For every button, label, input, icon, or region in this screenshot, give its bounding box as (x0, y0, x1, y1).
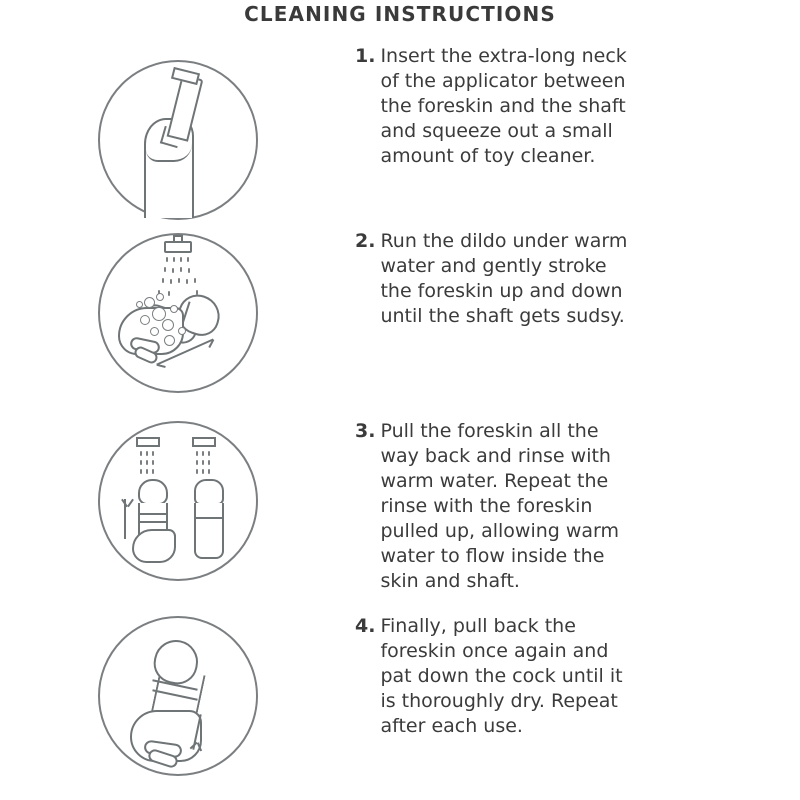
soap-bubble (136, 301, 143, 308)
water-drop (208, 451, 210, 456)
soap-bubble (170, 305, 178, 313)
step-2 (0, 229, 800, 419)
step-2-number: 2. (355, 230, 376, 252)
soap-bubble (140, 315, 150, 325)
water-drop (152, 460, 154, 465)
water-drop (188, 268, 190, 273)
steps-list (0, 44, 800, 794)
step-1 (0, 44, 800, 229)
soap-bubble (152, 307, 166, 321)
shaft-shape (194, 503, 224, 559)
shower-head-icon (136, 437, 160, 447)
step-3-text-block (355, 419, 800, 594)
hand-shape (132, 529, 176, 563)
sudsy-stroke-illustration (98, 233, 258, 393)
step-1-illustration-slot (0, 44, 355, 220)
shower-head-icon (164, 241, 192, 253)
water-drop (202, 460, 204, 465)
step-1-text-block (355, 44, 800, 169)
water-drop (166, 257, 168, 262)
water-drop (140, 460, 142, 465)
applicator-tube (166, 74, 203, 141)
soap-bubble (164, 335, 175, 346)
water-drop (140, 451, 142, 456)
step-3-illustration-slot (0, 419, 355, 581)
water-drop (172, 268, 174, 273)
water-drop (180, 257, 182, 262)
foreskin-band (194, 517, 224, 519)
water-drop (202, 469, 204, 474)
water-drop (187, 257, 189, 262)
water-drop (168, 291, 170, 296)
up-direction-arrow (124, 499, 126, 539)
water-drop (208, 469, 210, 474)
step-4-text: Finally, pull back the foreskin once again and pat down the cock until it is thoroughly dry. Repeat after each use. (380, 615, 623, 737)
step-4-illustration-slot (0, 614, 355, 776)
water-drop (146, 451, 148, 456)
pat-dry-illustration (98, 616, 258, 776)
water-drop (170, 279, 172, 284)
step-2-text-block (355, 229, 800, 329)
water-drop (152, 451, 154, 456)
soap-bubble (178, 327, 186, 335)
water-drop (208, 460, 210, 465)
shower-head-icon (192, 437, 216, 447)
water-drop (196, 469, 198, 474)
applicator-insert-illustration (98, 60, 258, 220)
step-1-number: 1. (355, 45, 376, 67)
water-drop (194, 278, 196, 283)
water-drop (140, 469, 142, 474)
water-drop (202, 451, 204, 456)
water-drop (164, 267, 166, 272)
water-drop (196, 451, 198, 456)
head-shape-covered (194, 479, 224, 505)
step-1-text: Insert the extra-long neck of the applicator between the foreskin and the shaft and squeeze out a small amount of toy cleaner. (380, 45, 627, 167)
soap-bubble (150, 327, 159, 336)
step-3-text: Pull the foreskin all the way back and rinse with warm water. Repeat the rinse with the foreskin pulled up, allowing warm water to flow inside the skin and shaft. (380, 420, 620, 592)
step-4-number: 4. (355, 615, 376, 637)
step-2-text: Run the dildo under warm water and gently stroke the foreskin up and down until the shaft gets sudsy. (380, 230, 628, 327)
rinse-both-positions-illustration (98, 421, 258, 581)
water-drop (146, 469, 148, 474)
step-2-illustration-slot (0, 229, 355, 393)
step-3-number: 3. (355, 420, 376, 442)
foreskin-band (138, 513, 168, 515)
water-drop (196, 460, 198, 465)
water-drop (162, 278, 164, 283)
water-drop (178, 278, 180, 283)
foreskin-band (138, 521, 168, 523)
step-4-text-block (355, 614, 800, 739)
water-drop (152, 469, 154, 474)
water-drop (186, 279, 188, 284)
soap-bubble (162, 319, 174, 331)
head-shape-retracted (138, 479, 168, 505)
water-drop (173, 257, 175, 262)
water-drop (180, 267, 182, 272)
soap-bubble (144, 297, 155, 308)
step-3 (0, 419, 800, 614)
soap-bubble (156, 293, 164, 301)
step-4 (0, 614, 800, 794)
water-drop (146, 460, 148, 465)
page-title: CLEANING INSTRUCTIONS (244, 2, 556, 26)
